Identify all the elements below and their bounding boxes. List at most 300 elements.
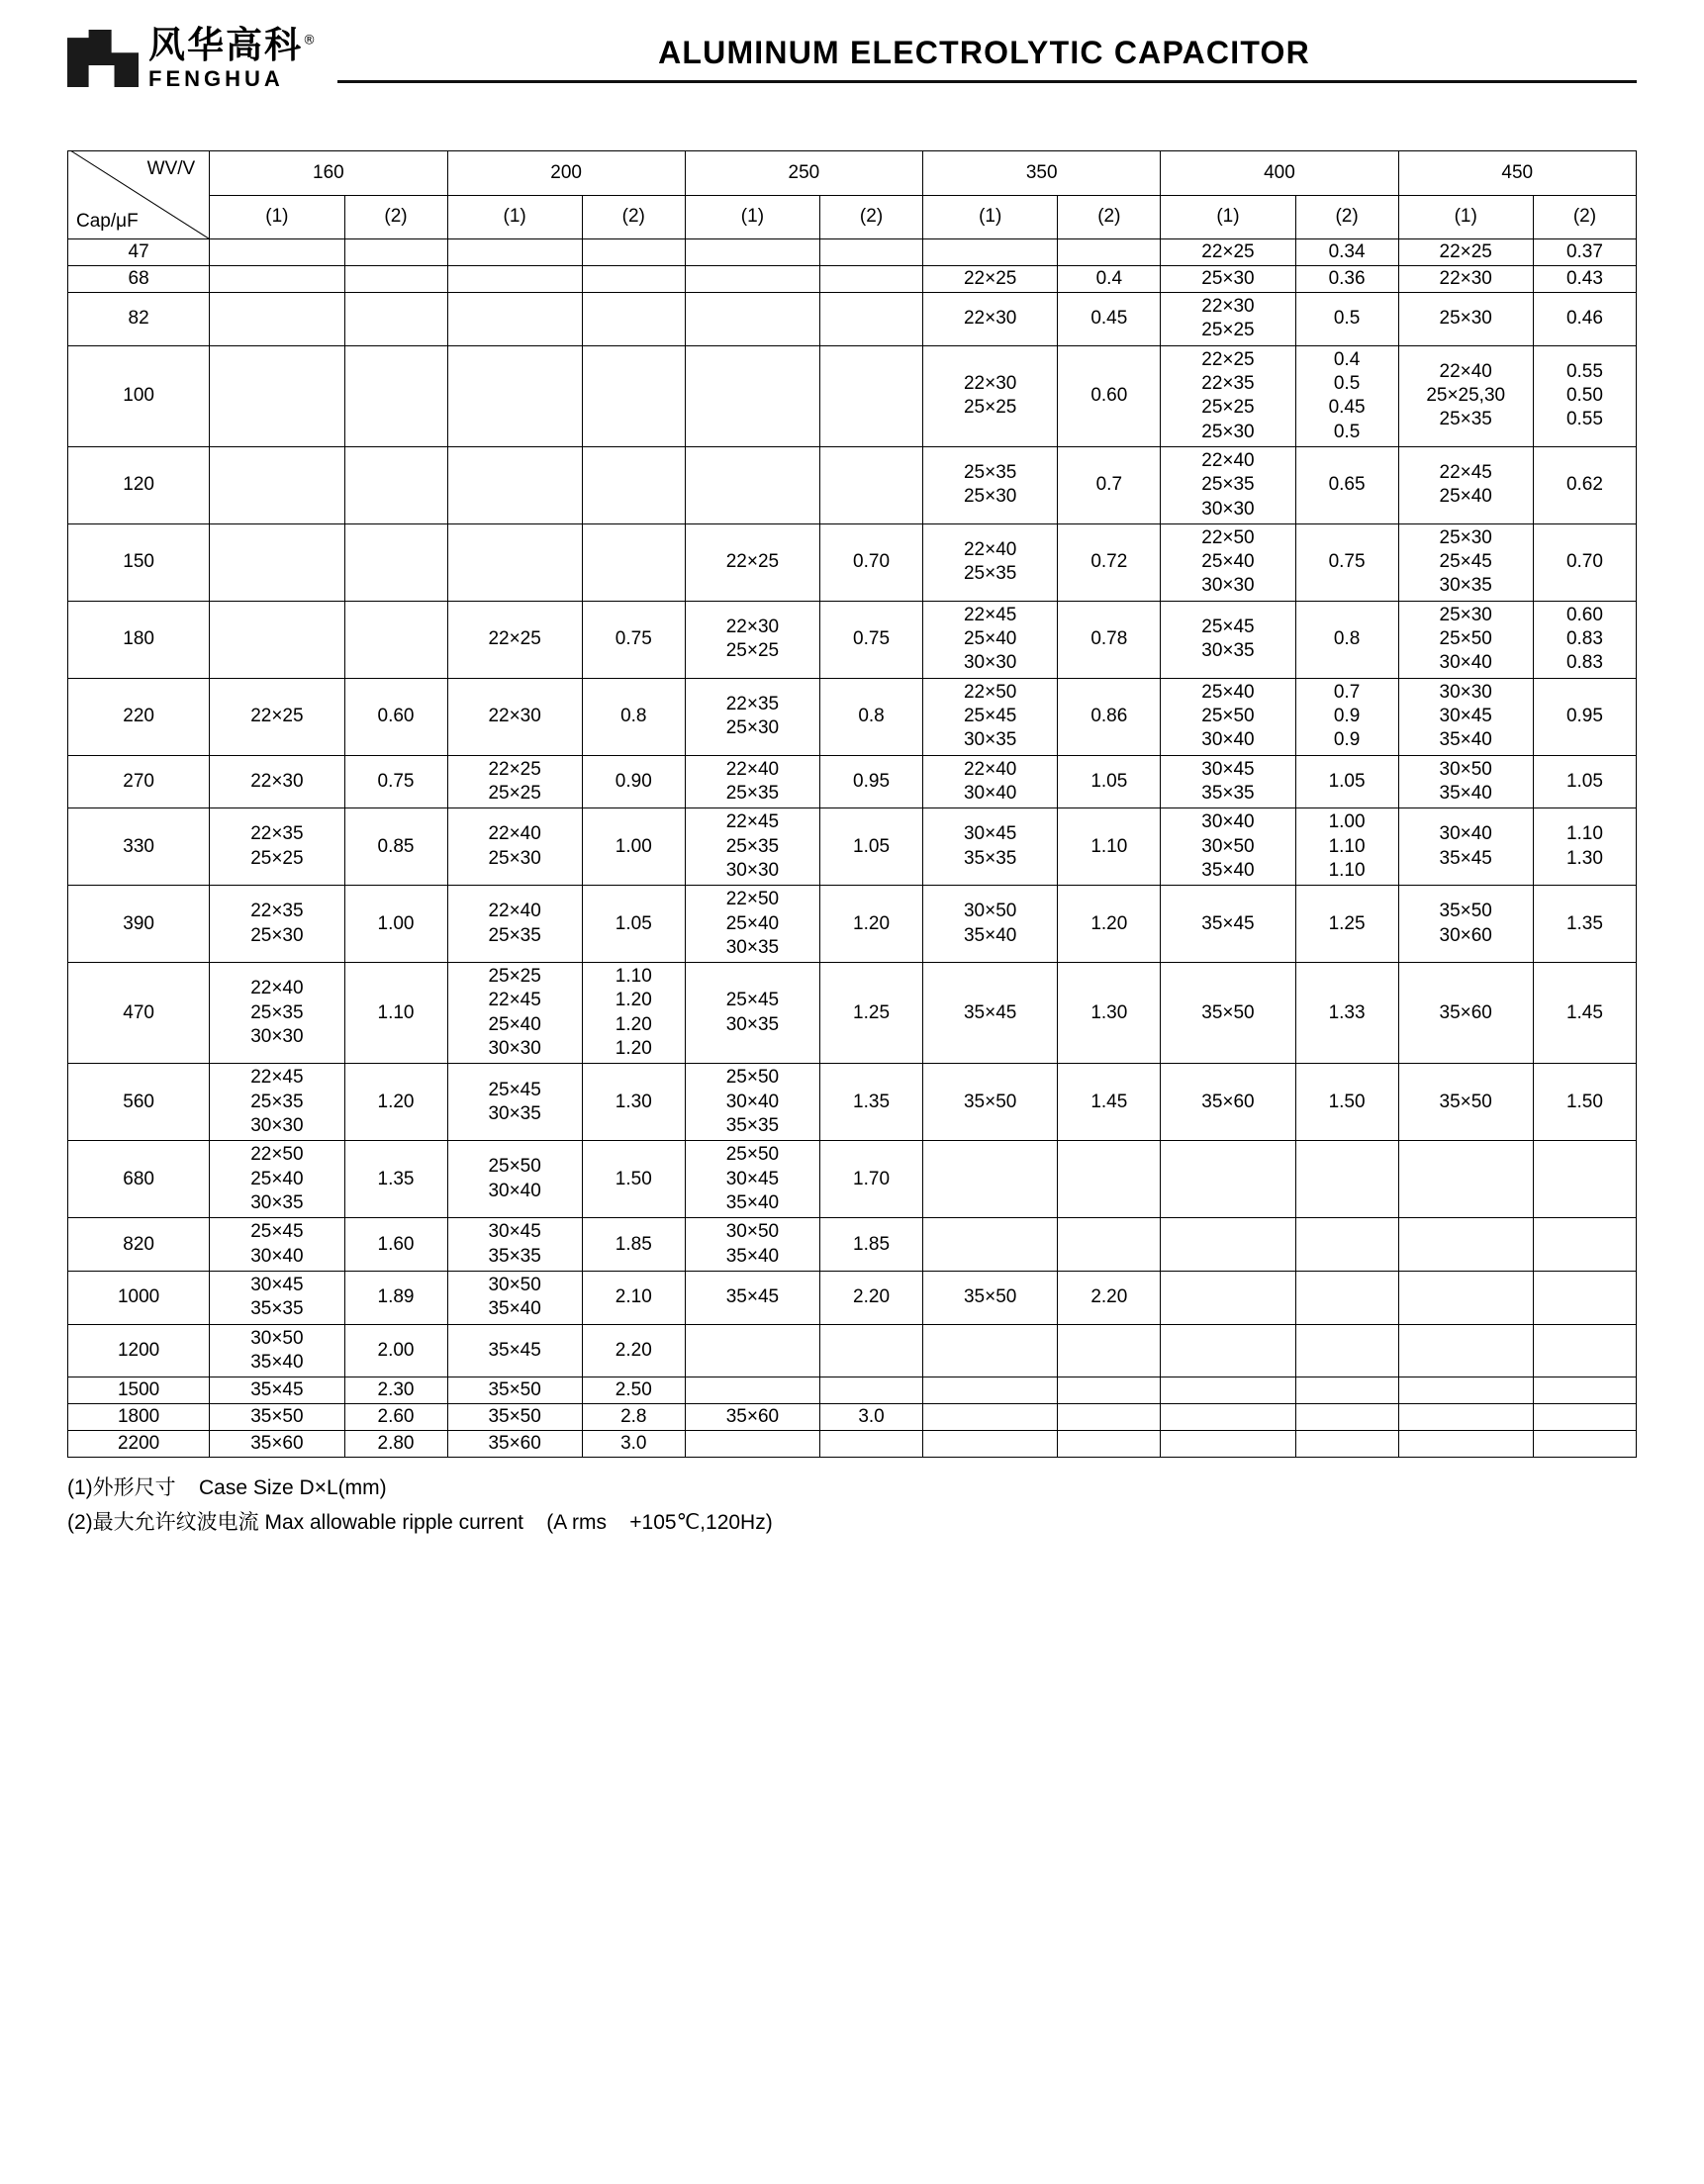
cell-line: 25×30	[1439, 604, 1492, 625]
cell-line: 22×35	[1201, 372, 1255, 394]
cell-ripple-current: 2.80	[344, 1431, 447, 1458]
cell-case-size	[1398, 1431, 1533, 1458]
cell-ripple-current: 1.10	[1058, 808, 1161, 886]
cell-ripple-current	[1533, 1431, 1636, 1458]
cell-ripple-current: 0.75	[820, 601, 923, 678]
cell-ripple-current: 0.43	[1533, 266, 1636, 293]
cell-case-size	[210, 239, 344, 266]
cell-case-size: 35×45	[447, 1324, 582, 1377]
cell-line: 0.55	[1565, 360, 1603, 382]
cell-line: 30×50	[488, 1274, 541, 1295]
cell-case-size: 22×25	[1161, 239, 1295, 266]
cell-case-size	[210, 1141, 344, 1218]
cell-ripple-current	[344, 266, 447, 293]
cell-capacitance: 180	[68, 601, 210, 678]
cell-ripple-current: 2.10	[582, 1271, 685, 1324]
subheader-400-2: (2)	[1295, 195, 1398, 239]
cell-line: 30×40	[725, 1091, 780, 1112]
cell-line: 25×25	[963, 397, 1017, 419]
cell-line: 22×50	[963, 681, 1017, 703]
cell-ripple-current	[582, 523, 685, 601]
cell-capacitance: 390	[68, 886, 210, 963]
cell-case-size: 22×25	[923, 266, 1058, 293]
cell-ripple-current: 1.20	[1058, 886, 1161, 963]
cell-case-size	[1161, 523, 1295, 601]
cell-line: 25×30	[963, 486, 1017, 508]
cell-line: 25×40	[1201, 551, 1255, 573]
table-row	[68, 523, 1637, 601]
cell-ripple-current: 0.45	[1058, 293, 1161, 346]
cell-line: 25×25	[1201, 320, 1255, 341]
cell-line: 0.60	[1565, 604, 1603, 625]
cell-line: 22×45	[963, 604, 1017, 625]
cell-line: 22×45	[725, 811, 780, 833]
cell-ripple-current: 0.4	[1058, 266, 1161, 293]
voltage-header-400: 400	[1161, 151, 1398, 196]
cell-ripple-current: 0.95	[1533, 678, 1636, 755]
cell-line: 1.10	[1328, 835, 1366, 857]
cell-case-size	[1398, 886, 1533, 963]
cell-line: 25×45	[1201, 616, 1255, 637]
cell-line: 25×40	[1201, 681, 1255, 703]
cell-line: 25×35	[250, 1091, 304, 1112]
cell-ripple-current: 1.05	[1533, 755, 1636, 808]
logo-chinese-name: 风华高科®	[148, 24, 318, 66]
cell-line: 25×45	[488, 1079, 541, 1100]
cell-ripple-current	[820, 293, 923, 346]
cell-capacitance: 680	[68, 1141, 210, 1218]
cell-ripple-current: 1.50	[1295, 1064, 1398, 1141]
capacitor-table-wrap	[67, 150, 1637, 1458]
cell-case-size	[685, 886, 819, 963]
cell-case-size: 35×60	[1398, 963, 1533, 1064]
cell-case-size	[1398, 678, 1533, 755]
cell-case-size	[1398, 808, 1533, 886]
cell-ripple-current: 1.35	[344, 1141, 447, 1218]
cell-ripple-current: 0.70	[820, 523, 923, 601]
cell-case-size	[685, 293, 819, 346]
cell-case-size	[685, 1141, 819, 1218]
cell-line: 22×50	[1201, 526, 1255, 548]
cell-line: 25×50	[1201, 706, 1255, 726]
cell-ripple-current	[1533, 1141, 1636, 1218]
cell-capacitance: 2200	[68, 1431, 210, 1458]
cell-ripple-current	[1295, 1404, 1398, 1431]
cell-line: 25×30	[1201, 421, 1255, 442]
cell-ripple-current	[1295, 1377, 1398, 1404]
cell-ripple-current	[1295, 808, 1398, 886]
cell-case-size	[685, 266, 819, 293]
cell-line: 30×35	[1201, 640, 1255, 662]
cell-ripple-current	[1058, 1404, 1161, 1431]
table-row	[68, 293, 1637, 346]
cell-line: 25×30	[725, 717, 780, 739]
cell-line: 1.20	[615, 1013, 652, 1035]
cell-line: 0.4	[1333, 348, 1361, 370]
header-voltage-label: WV/V	[146, 158, 196, 179]
logo-text	[148, 24, 318, 91]
cell-line: 30×30	[250, 1115, 304, 1136]
cell-ripple-current: 0.60	[1058, 345, 1161, 446]
cell-ripple-current	[582, 239, 685, 266]
subheader-450-1: (1)	[1398, 195, 1533, 239]
cell-ripple-current	[344, 601, 447, 678]
cell-ripple-current	[820, 266, 923, 293]
table-row	[68, 239, 1637, 266]
table-footnotes	[67, 1472, 1637, 1540]
cell-line: 30×35	[725, 1013, 780, 1035]
cell-case-size	[447, 345, 582, 446]
cell-case-size	[447, 523, 582, 601]
cell-line: 30×50	[725, 1221, 780, 1243]
cell-case-size	[1398, 446, 1533, 523]
cell-ripple-current	[820, 1431, 923, 1458]
cell-line: 30×30	[725, 859, 780, 881]
cell-ripple-current: 2.30	[344, 1377, 447, 1404]
cell-case-size	[923, 1218, 1058, 1272]
cell-line: 35×40	[725, 1191, 780, 1213]
cell-ripple-current: 1.45	[1533, 963, 1636, 1064]
cell-case-size	[685, 601, 819, 678]
subheader-450-2: (2)	[1533, 195, 1636, 239]
cell-line: 22×40	[488, 901, 541, 922]
cell-case-size	[923, 446, 1058, 523]
cell-capacitance: 330	[68, 808, 210, 886]
cell-ripple-current	[1533, 601, 1636, 678]
cell-ripple-current: 0.8	[1295, 601, 1398, 678]
cell-ripple-current: 0.75	[344, 755, 447, 808]
table-row	[68, 1324, 1637, 1377]
cell-case-size	[447, 886, 582, 963]
cell-line: 30×60	[1439, 924, 1492, 946]
cell-line: 30×30	[1201, 575, 1255, 597]
cell-case-size: 35×45	[685, 1271, 819, 1324]
cell-case-size	[923, 678, 1058, 755]
cell-case-size	[210, 808, 344, 886]
cell-line: 30×30	[1201, 498, 1255, 520]
cell-case-size	[1161, 1218, 1295, 1272]
cell-capacitance: 220	[68, 678, 210, 755]
table-header-row-voltage	[68, 151, 1637, 196]
cell-ripple-current: 1.10	[344, 963, 447, 1064]
table-row	[68, 1064, 1637, 1141]
cell-line: 35×35	[250, 1298, 304, 1320]
cell-line: 25×35	[963, 462, 1017, 484]
cell-case-size	[685, 1377, 819, 1404]
cell-line: 35×40	[488, 1298, 541, 1320]
cell-line: 22×40	[488, 823, 541, 845]
cell-case-size	[685, 755, 819, 808]
cell-line: 30×50	[250, 1327, 304, 1349]
cell-case-size: 25×30	[1161, 266, 1295, 293]
cell-line: 22×40	[725, 758, 780, 780]
cell-line: 30×50	[963, 901, 1017, 922]
cell-case-size	[1161, 1324, 1295, 1377]
cell-line: 30×30	[1439, 681, 1492, 703]
cell-ripple-current: 1.35	[820, 1064, 923, 1141]
cell-case-size	[1398, 1404, 1533, 1431]
cell-line: 35×40	[725, 1245, 780, 1267]
cell-case-size	[923, 808, 1058, 886]
cell-case-size	[210, 345, 344, 446]
cell-line: 30×30	[963, 652, 1017, 674]
cell-case-size	[1398, 345, 1533, 446]
cell-line: 25×35	[1201, 474, 1255, 496]
cell-line: 0.5	[1333, 372, 1361, 394]
cell-case-size: 35×60	[210, 1431, 344, 1458]
cell-line: 25×35	[250, 1001, 304, 1023]
cell-line: 22×35	[725, 693, 780, 714]
cell-line: 35×50	[1439, 901, 1492, 922]
table-body	[68, 239, 1637, 1458]
subheader-250-1: (1)	[685, 195, 819, 239]
cell-line: 25×35	[725, 782, 780, 804]
cell-ripple-current: 0.36	[1295, 266, 1398, 293]
cell-ripple-current	[344, 239, 447, 266]
cell-case-size	[685, 678, 819, 755]
cell-line: 30×40	[1439, 823, 1492, 845]
header-capacitance-label: Cap/μF	[76, 211, 139, 232]
cell-case-size	[923, 523, 1058, 601]
cell-line: 25×45	[1439, 551, 1492, 573]
cell-ripple-current	[820, 239, 923, 266]
voltage-header-450: 450	[1398, 151, 1636, 196]
cell-line: 22×45	[1439, 462, 1492, 484]
cell-case-size	[1161, 1404, 1295, 1431]
cell-ripple-current: 1.85	[820, 1218, 923, 1272]
cell-line: 30×40	[963, 782, 1017, 804]
cell-case-size	[1398, 1141, 1533, 1218]
cell-ripple-current: 1.50	[1533, 1064, 1636, 1141]
table-row	[68, 266, 1637, 293]
cell-line: 0.7	[1333, 681, 1361, 703]
cell-ripple-current: 1.60	[344, 1218, 447, 1272]
cell-capacitance: 1800	[68, 1404, 210, 1431]
cell-case-size	[447, 293, 582, 346]
cell-line: 0.55	[1565, 409, 1603, 430]
cell-case-size: 35×60	[685, 1404, 819, 1431]
cell-ripple-current: 0.5	[1295, 293, 1398, 346]
cell-ripple-current	[1295, 1141, 1398, 1218]
cell-ripple-current	[1533, 1404, 1636, 1431]
cell-line: 25×45	[725, 990, 780, 1011]
cell-line: 35×35	[1201, 782, 1255, 804]
cell-case-size	[210, 523, 344, 601]
cell-ripple-current: 1.35	[1533, 886, 1636, 963]
cell-capacitance: 1500	[68, 1377, 210, 1404]
cell-ripple-current: 1.05	[1295, 755, 1398, 808]
cell-case-size	[1398, 1218, 1533, 1272]
cell-case-size: 35×45	[923, 963, 1058, 1064]
table-row	[68, 1141, 1637, 1218]
table-row	[68, 678, 1637, 755]
cell-case-size: 22×30	[1398, 266, 1533, 293]
cell-ripple-current: 1.30	[582, 1064, 685, 1141]
cell-case-size: 22×30	[923, 293, 1058, 346]
cell-ripple-current	[1295, 1431, 1398, 1458]
cell-line: 25×25	[488, 966, 541, 988]
voltage-header-350: 350	[923, 151, 1161, 196]
cell-case-size	[685, 963, 819, 1064]
cell-ripple-current	[1533, 1218, 1636, 1272]
cell-line: 30×50	[1201, 835, 1255, 857]
cell-ripple-current: 2.20	[820, 1271, 923, 1324]
cell-capacitance: 120	[68, 446, 210, 523]
cell-line: 22×30	[963, 372, 1017, 394]
cell-case-size	[1161, 808, 1295, 886]
cell-case-size	[685, 1324, 819, 1377]
cell-case-size	[1398, 1271, 1533, 1324]
cell-ripple-current: 0.72	[1058, 523, 1161, 601]
cell-line: 35×35	[963, 847, 1017, 869]
cell-capacitance: 100	[68, 345, 210, 446]
cell-line: 25×25	[488, 782, 541, 804]
cell-case-size	[447, 963, 582, 1064]
cell-case-size: 22×25	[1398, 239, 1533, 266]
table-head	[68, 151, 1637, 239]
cell-ripple-current: 1.85	[582, 1218, 685, 1272]
cell-line: 22×30	[1201, 296, 1255, 317]
cell-line: 25×50	[1439, 628, 1492, 650]
cell-ripple-current	[1058, 1141, 1161, 1218]
cell-case-size	[1161, 1271, 1295, 1324]
cell-line: 30×45	[1439, 706, 1492, 726]
cell-capacitance: 1200	[68, 1324, 210, 1377]
subheader-400-1: (1)	[1161, 195, 1295, 239]
cell-line: 30×40	[488, 1180, 541, 1201]
cell-line: 25×35	[725, 835, 780, 857]
header-title-wrap	[337, 23, 1637, 94]
cell-line: 22×50	[250, 1144, 304, 1166]
cell-case-size	[1398, 523, 1533, 601]
cell-line: 30×35	[488, 1102, 541, 1124]
cell-line: 0.9	[1333, 729, 1361, 751]
cell-ripple-current: 0.75	[1295, 523, 1398, 601]
cell-line: 25×30	[250, 924, 304, 946]
cell-case-size	[1398, 1324, 1533, 1377]
cell-case-size	[210, 1218, 344, 1272]
cell-case-size	[447, 808, 582, 886]
cell-ripple-current: 0.86	[1058, 678, 1161, 755]
cell-line: 1.10	[1565, 823, 1603, 845]
cell-case-size	[210, 446, 344, 523]
cell-line: 25×25	[1201, 397, 1255, 419]
cell-line: 30×40	[1201, 729, 1255, 751]
cell-line: 22×40	[1201, 449, 1255, 471]
cell-line: 35×40	[1201, 859, 1255, 881]
cell-line: 22×35	[250, 901, 304, 922]
cell-ripple-current: 2.00	[344, 1324, 447, 1377]
cell-line: 0.50	[1565, 385, 1603, 407]
cell-case-size	[923, 1377, 1058, 1404]
cell-case-size	[447, 1064, 582, 1141]
cell-line: 1.00	[1328, 811, 1366, 833]
cell-line: 30×35	[725, 936, 780, 958]
cell-case-size	[447, 446, 582, 523]
cell-ripple-current: 1.00	[344, 886, 447, 963]
cell-ripple-current: 1.05	[820, 808, 923, 886]
cell-ripple-current: 2.20	[582, 1324, 685, 1377]
cell-line: 0.5	[1333, 421, 1361, 442]
cell-line: 35×40	[963, 924, 1017, 946]
cell-line: 35×35	[488, 1245, 541, 1267]
cell-case-size	[210, 1064, 344, 1141]
cell-ripple-current: 2.60	[344, 1404, 447, 1431]
cell-ripple-current	[820, 446, 923, 523]
cell-ripple-current	[344, 446, 447, 523]
cell-ripple-current: 0.8	[820, 678, 923, 755]
cell-line: 22×40	[963, 538, 1017, 560]
cell-line: 1.20	[615, 1038, 652, 1060]
cell-case-size	[210, 886, 344, 963]
cell-ripple-current: 0.7	[1058, 446, 1161, 523]
cell-case-size	[1398, 1377, 1533, 1404]
cell-line: 22×45	[250, 1067, 304, 1089]
cell-line: 30×45	[725, 1168, 780, 1189]
cell-case-size	[1161, 1377, 1295, 1404]
cell-line: 30×40	[1201, 811, 1255, 833]
cell-case-size	[685, 808, 819, 886]
cell-ripple-current: 1.05	[1058, 755, 1161, 808]
cell-ripple-current	[582, 266, 685, 293]
subheader-350-2: (2)	[1058, 195, 1161, 239]
cell-ripple-current: 1.33	[1295, 963, 1398, 1064]
cell-ripple-current: 1.00	[582, 808, 685, 886]
cell-ripple-current: 0.85	[344, 808, 447, 886]
cell-line: 22×25	[488, 758, 541, 780]
cell-ripple-current: 0.46	[1533, 293, 1636, 346]
cell-ripple-current	[1295, 678, 1398, 755]
cell-line: 22×25	[1201, 348, 1255, 370]
table-row	[68, 446, 1637, 523]
cell-ripple-current	[1533, 345, 1636, 446]
cell-line: 30×50	[1439, 758, 1492, 780]
page-title: ALUMINUM ELECTROLYTIC CAPACITOR	[658, 34, 1310, 70]
cell-ripple-current: 2.50	[582, 1377, 685, 1404]
cell-line: 22×40	[1439, 360, 1492, 382]
cell-case-size: 35×50	[447, 1404, 582, 1431]
cell-case-size: 35×60	[447, 1431, 582, 1458]
capacitor-specification-table	[67, 150, 1637, 1458]
cell-case-size	[923, 239, 1058, 266]
cell-case-size	[923, 886, 1058, 963]
cell-case-size	[923, 755, 1058, 808]
cell-ripple-current	[1295, 345, 1398, 446]
cell-case-size	[447, 1271, 582, 1324]
cell-line: 30×45	[488, 1221, 541, 1243]
cell-line: 25×45	[963, 706, 1017, 726]
table-header-row-subcolumns	[68, 195, 1637, 239]
subheader-160-1: (1)	[210, 195, 344, 239]
cell-case-size	[923, 1404, 1058, 1431]
cell-ripple-current: 2.20	[1058, 1271, 1161, 1324]
cell-case-size	[210, 266, 344, 293]
cell-line: 30×45	[963, 823, 1017, 845]
voltage-header-200: 200	[447, 151, 685, 196]
cell-case-size	[923, 601, 1058, 678]
table-row	[68, 1271, 1637, 1324]
cell-case-size	[210, 1324, 344, 1377]
cell-ripple-current	[1058, 1377, 1161, 1404]
cell-line: 25×40	[725, 912, 780, 934]
cell-ripple-current: 0.90	[582, 755, 685, 808]
cell-ripple-current: 1.89	[344, 1271, 447, 1324]
cell-ripple-current: 0.78	[1058, 601, 1161, 678]
cell-case-size: 35×45	[210, 1377, 344, 1404]
cell-case-size	[210, 963, 344, 1064]
logo-english-name: FENGHUA	[148, 66, 284, 91]
cell-line: 25×30	[1439, 526, 1492, 548]
